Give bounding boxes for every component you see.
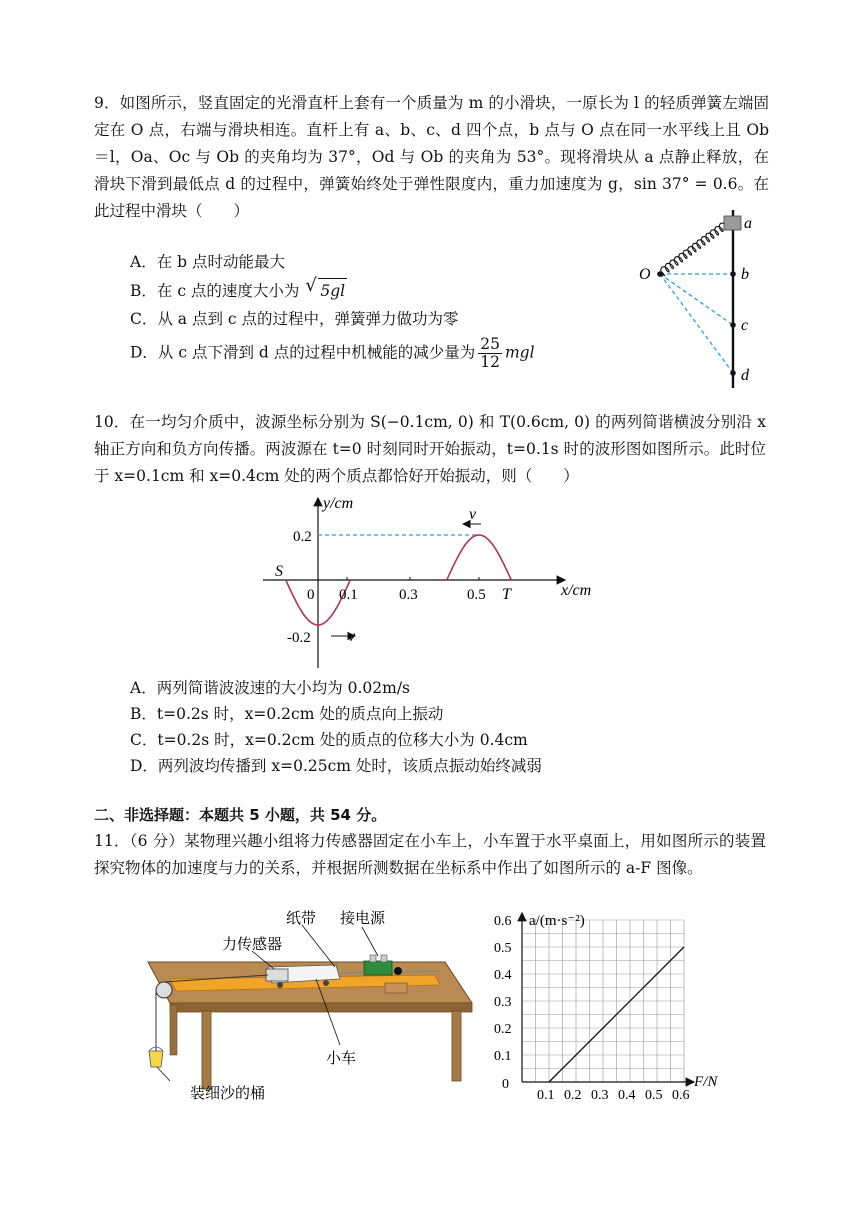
force-sensor bbox=[266, 969, 288, 981]
q10-option-a: A．两列简谐波波速的大小均为 0.02m/s bbox=[130, 679, 411, 697]
timer bbox=[364, 961, 392, 975]
q9-option-b-sqrt: √ 5gl bbox=[318, 278, 347, 303]
table-leg-front-left bbox=[202, 1011, 211, 1089]
y-axis-label: a/(m·s⁻²) bbox=[529, 913, 585, 929]
callout-power bbox=[362, 927, 378, 956]
x-tick-label: 0.1 bbox=[537, 1088, 555, 1103]
y-tick-label: 0.6 bbox=[494, 914, 512, 929]
point-b bbox=[730, 271, 736, 277]
timer-knob bbox=[394, 967, 402, 975]
q9-option-d-fraction bbox=[478, 336, 502, 371]
cart-wheel bbox=[323, 980, 329, 986]
q11-stem: 11．（6 分）某物理兴趣小组将力传感器固定在小车上，小车置于水平桌面上，用如图所示的装置探究物体的加速度与力的关系，并根据所测数据在坐标系中作出了如图所示的 a-F 图像。 bbox=[94, 832, 766, 877]
q10-option-d: D．两列波均传播到 x=0.25cm 处时，该质点振动始终减弱 bbox=[130, 757, 542, 775]
x-tick-0.1: 0.1 bbox=[339, 587, 358, 603]
label-O: O bbox=[639, 266, 651, 283]
y-tick-label: 0.5 bbox=[494, 941, 512, 956]
label-d: d bbox=[741, 367, 749, 384]
x-tick-label: 0.2 bbox=[564, 1088, 582, 1103]
y-tick-0.2: 0.2 bbox=[293, 529, 312, 545]
q9-option-d bbox=[130, 336, 535, 371]
q11-a-F-graph bbox=[488, 905, 733, 1110]
cart-wheel bbox=[277, 982, 283, 988]
x-tick-label: 0.3 bbox=[591, 1088, 609, 1103]
y-tick-label: 0.1 bbox=[494, 1049, 512, 1064]
y-tick-label: 0.4 bbox=[494, 968, 512, 983]
q9-option-a: A．在 b 点时动能最大 bbox=[130, 253, 285, 271]
q11-apparatus-figure bbox=[140, 905, 485, 1110]
q9-option-b-radicand: 5gl bbox=[320, 282, 346, 300]
q10-wave-graph bbox=[255, 492, 605, 670]
tick-labels bbox=[494, 914, 690, 1103]
grid bbox=[522, 920, 684, 1082]
y-tick-label: 0.3 bbox=[494, 995, 512, 1010]
section-heading: 二、非选择题：本题共 5 小题，共 54 分。 bbox=[94, 806, 387, 824]
fraction-denominator: 12 bbox=[480, 353, 500, 371]
label-v-lower: v bbox=[348, 628, 356, 645]
label-b: b bbox=[741, 266, 749, 283]
label-a: a bbox=[744, 215, 752, 232]
q10-option-c: C．t=0.2s 时，x=0.2cm 处的质点的位移大小为 0.4cm bbox=[130, 731, 528, 749]
y-axis-label bbox=[321, 495, 353, 512]
y-tick-neg-0.2: -0.2 bbox=[287, 630, 311, 646]
q10-option-b: B．t=0.2s 时，x=0.2cm 处的质点向上振动 bbox=[130, 705, 444, 723]
wave-from-T bbox=[447, 535, 511, 580]
q10-stem: 10．在一均匀介质中，波源坐标分别为 S(−0.1cm, 0) 和 T(0.6cm, 0) 的两列简谐横波分别沿 x 轴正方向和负方向传播。两波源在 t=0 时刻同时开始振动，t=0.1s 时的波形图如图所示。此时位于 x=0.1cm 和 x=0.4cm 处的两个质点都恰好开始振动，则（ ） bbox=[94, 413, 766, 485]
x-tick-label: 0.4 bbox=[618, 1088, 636, 1103]
table-leg-front-right bbox=[452, 1011, 461, 1081]
callout-bucket bbox=[157, 1067, 170, 1081]
y-axis-label-text: y/cm bbox=[323, 495, 354, 512]
terminal bbox=[381, 955, 387, 962]
x-tick-0: 0 bbox=[307, 587, 315, 603]
pulley bbox=[156, 982, 172, 998]
q9-option-d-unit: mgl bbox=[504, 343, 535, 362]
timer-base bbox=[385, 983, 407, 993]
label-paper-tape: 纸带 bbox=[286, 911, 317, 927]
x-axis-label: F/N bbox=[694, 1074, 718, 1090]
x-tick-0.5: 0.5 bbox=[467, 587, 486, 603]
label-T: T bbox=[502, 586, 511, 603]
terminal bbox=[370, 955, 376, 962]
label-S: S bbox=[275, 563, 283, 580]
spring bbox=[661, 223, 728, 275]
label-cart: 小车 bbox=[326, 1051, 357, 1067]
label-force-sensor: 力传感器 bbox=[222, 937, 283, 953]
y-tick-label: 0 bbox=[502, 1077, 509, 1092]
sand-bucket bbox=[149, 1051, 163, 1067]
table-leg-back-left bbox=[170, 1005, 177, 1055]
point-O bbox=[657, 271, 663, 277]
label-v-upper: v bbox=[469, 506, 477, 523]
q9-spring-figure bbox=[625, 210, 765, 390]
x-axis-label: x/cm bbox=[561, 582, 592, 599]
fraction-numerator: 25 bbox=[480, 335, 500, 353]
point-d bbox=[730, 370, 736, 376]
dashed-line-Oc bbox=[660, 274, 733, 325]
q9-option-c: C．从 a 点到 c 点的过程中，弹簧弹力做功为零 bbox=[130, 310, 459, 328]
label-sand-bucket: 装细沙的桶 bbox=[190, 1086, 266, 1102]
callout-paper-tape bbox=[302, 925, 335, 967]
label-c: c bbox=[741, 317, 749, 334]
table-edge bbox=[170, 1003, 472, 1012]
q9-stem: 9．如图所示，竖直固定的光滑直杆上套有一个质量为 m 的小滑块，一原长为 l 的轻质弹簧左端固定在 O 点，右端与滑块相连。直杆上有 a、b、c、d 四个点，b 点与 O 点在同一水平线上且 Ob＝l，Oa、Oc 与 Ob 的夹角均为 37°，Od 与 Ob 的夹角为 53°。现将滑块从 a 点静止释放，在滑块下滑到最低点 d 的过程中，弹簧始终处于弹性限度内，重力加速度为 g，sin 37° = 0.6。在此过程中滑块（ ） bbox=[94, 94, 769, 220]
point-c bbox=[730, 322, 736, 328]
q9-option-b-text: B．在 c 点的速度大小为 bbox=[130, 282, 305, 300]
q9-option-b bbox=[130, 275, 347, 303]
x-tick-label: 0.5 bbox=[645, 1088, 663, 1103]
y-tick-label: 0.2 bbox=[494, 1022, 512, 1037]
label-power: 接电源 bbox=[340, 911, 386, 927]
q9-option-d-text: D．从 c 点下滑到 d 点的过程中机械能的减少量为 bbox=[130, 343, 476, 362]
x-tick-label: 0.6 bbox=[672, 1088, 690, 1103]
x-tick-0.3: 0.3 bbox=[399, 587, 418, 603]
slider-block bbox=[724, 216, 741, 230]
dashed-line-Od bbox=[660, 274, 733, 373]
